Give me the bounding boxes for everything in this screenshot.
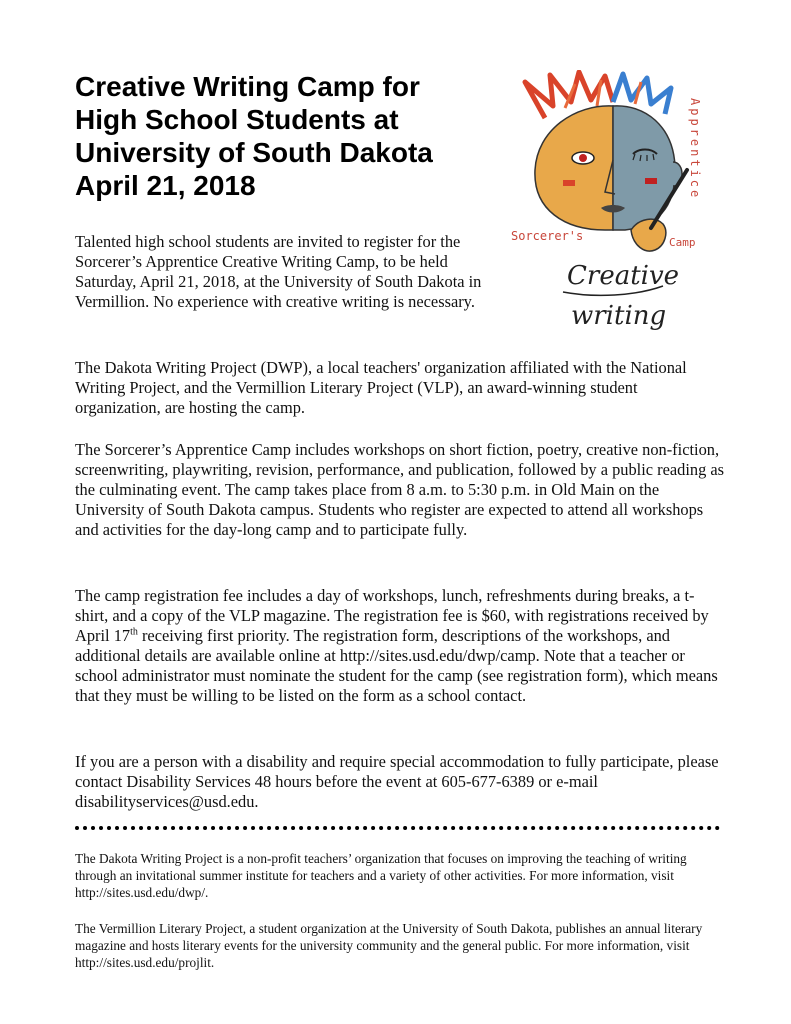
fee-text-part-1: The camp registration fee includes a day of workshops, lunch, refreshments during breaks, a t-shirt, and a copy of the VLP magazine. The registration fee is $60, with registrations received by April 17 [75,586,709,645]
logo-sorcerers-text: Sorcerer's [511,229,584,243]
title-line-4: April 21, 2018 [75,170,256,201]
fee-superscript: th [130,626,138,638]
title-line-1: Creative Writing Camp for [75,71,420,102]
face-right-illustration [613,106,675,230]
title-line-2: High School Students at [75,104,399,135]
registration-fee-paragraph [75,586,725,706]
hand-illustration [631,219,666,251]
logo-writing-text: writing [571,301,667,331]
dotted-divider [75,826,720,830]
vlp-footnote: The Vermillion Literary Project, a student organization at the University of South Dakota, publishes an annual literary magazine and hosts literary events for the university community and the general public. For more information, visit http://sites.usd.edu/projlit. [75,921,703,970]
sorcerers-apprentice-logo [505,70,710,340]
logo-camp-text: Camp [669,236,696,249]
title-line-3: University of South Dakota [75,137,433,168]
workshops-paragraph: The Sorcerer’s Apprentice Camp includes workshops on short fiction, poetry, creative non-fiction, screenwriting, playwriting, revision, performance, and publication, followed by a public reading as the culminating event. The camp takes place from 8 a.m. to 5:30 p.m. in Old Main on the University of South Dakota campus. Students who register are expected to attend all workshops and activities for the day-long camp and to participate fully. [75,440,725,539]
logo-creative-text: Creative [567,261,680,291]
dwp-footnote: The Dakota Writing Project is a non-profit teachers’ organization that focuses on improving the teaching of writing through an invitational summer institute for teachers and a variety of other activities. For more information, visit http://sites.usd.edu/dwp/. [75,851,687,900]
face-left-illustration [535,106,613,230]
accessibility-paragraph: If you are a person with a disability and require special accommodation to fully participate, please contact Disability Services 48 hours before the event at 605-677-6389 or e-mail disabilityservices@usd.edu. [75,752,719,811]
logo-apprentice-text: Apprentice [688,98,702,201]
page-title [75,70,495,202]
fee-text-part-2: receiving first priority. The registration form, descriptions of the workshops, and additional details are available online at http://sites.usd.edu/dwp/camp. Note that a teacher or school administrator must nominate the student for the camp (see registration form), which means that they must be willing to be listed on the form as a school contact. [75,626,718,705]
intro-paragraph: Talented high school students are invited to register for the Sorcerer’s Apprentice Creative Writing Camp, to be held Saturday, April 21, 2018, at the University of South Dakota in Vermillion. No experience with creative writing is necessary. [75,232,482,311]
hosts-paragraph: The Dakota Writing Project (DWP), a local teachers' organization affiliated with the National Writing Project, and the Vermillion Literary Project (VLP), an award-winning student organization, are hosting the camp. [75,358,687,417]
